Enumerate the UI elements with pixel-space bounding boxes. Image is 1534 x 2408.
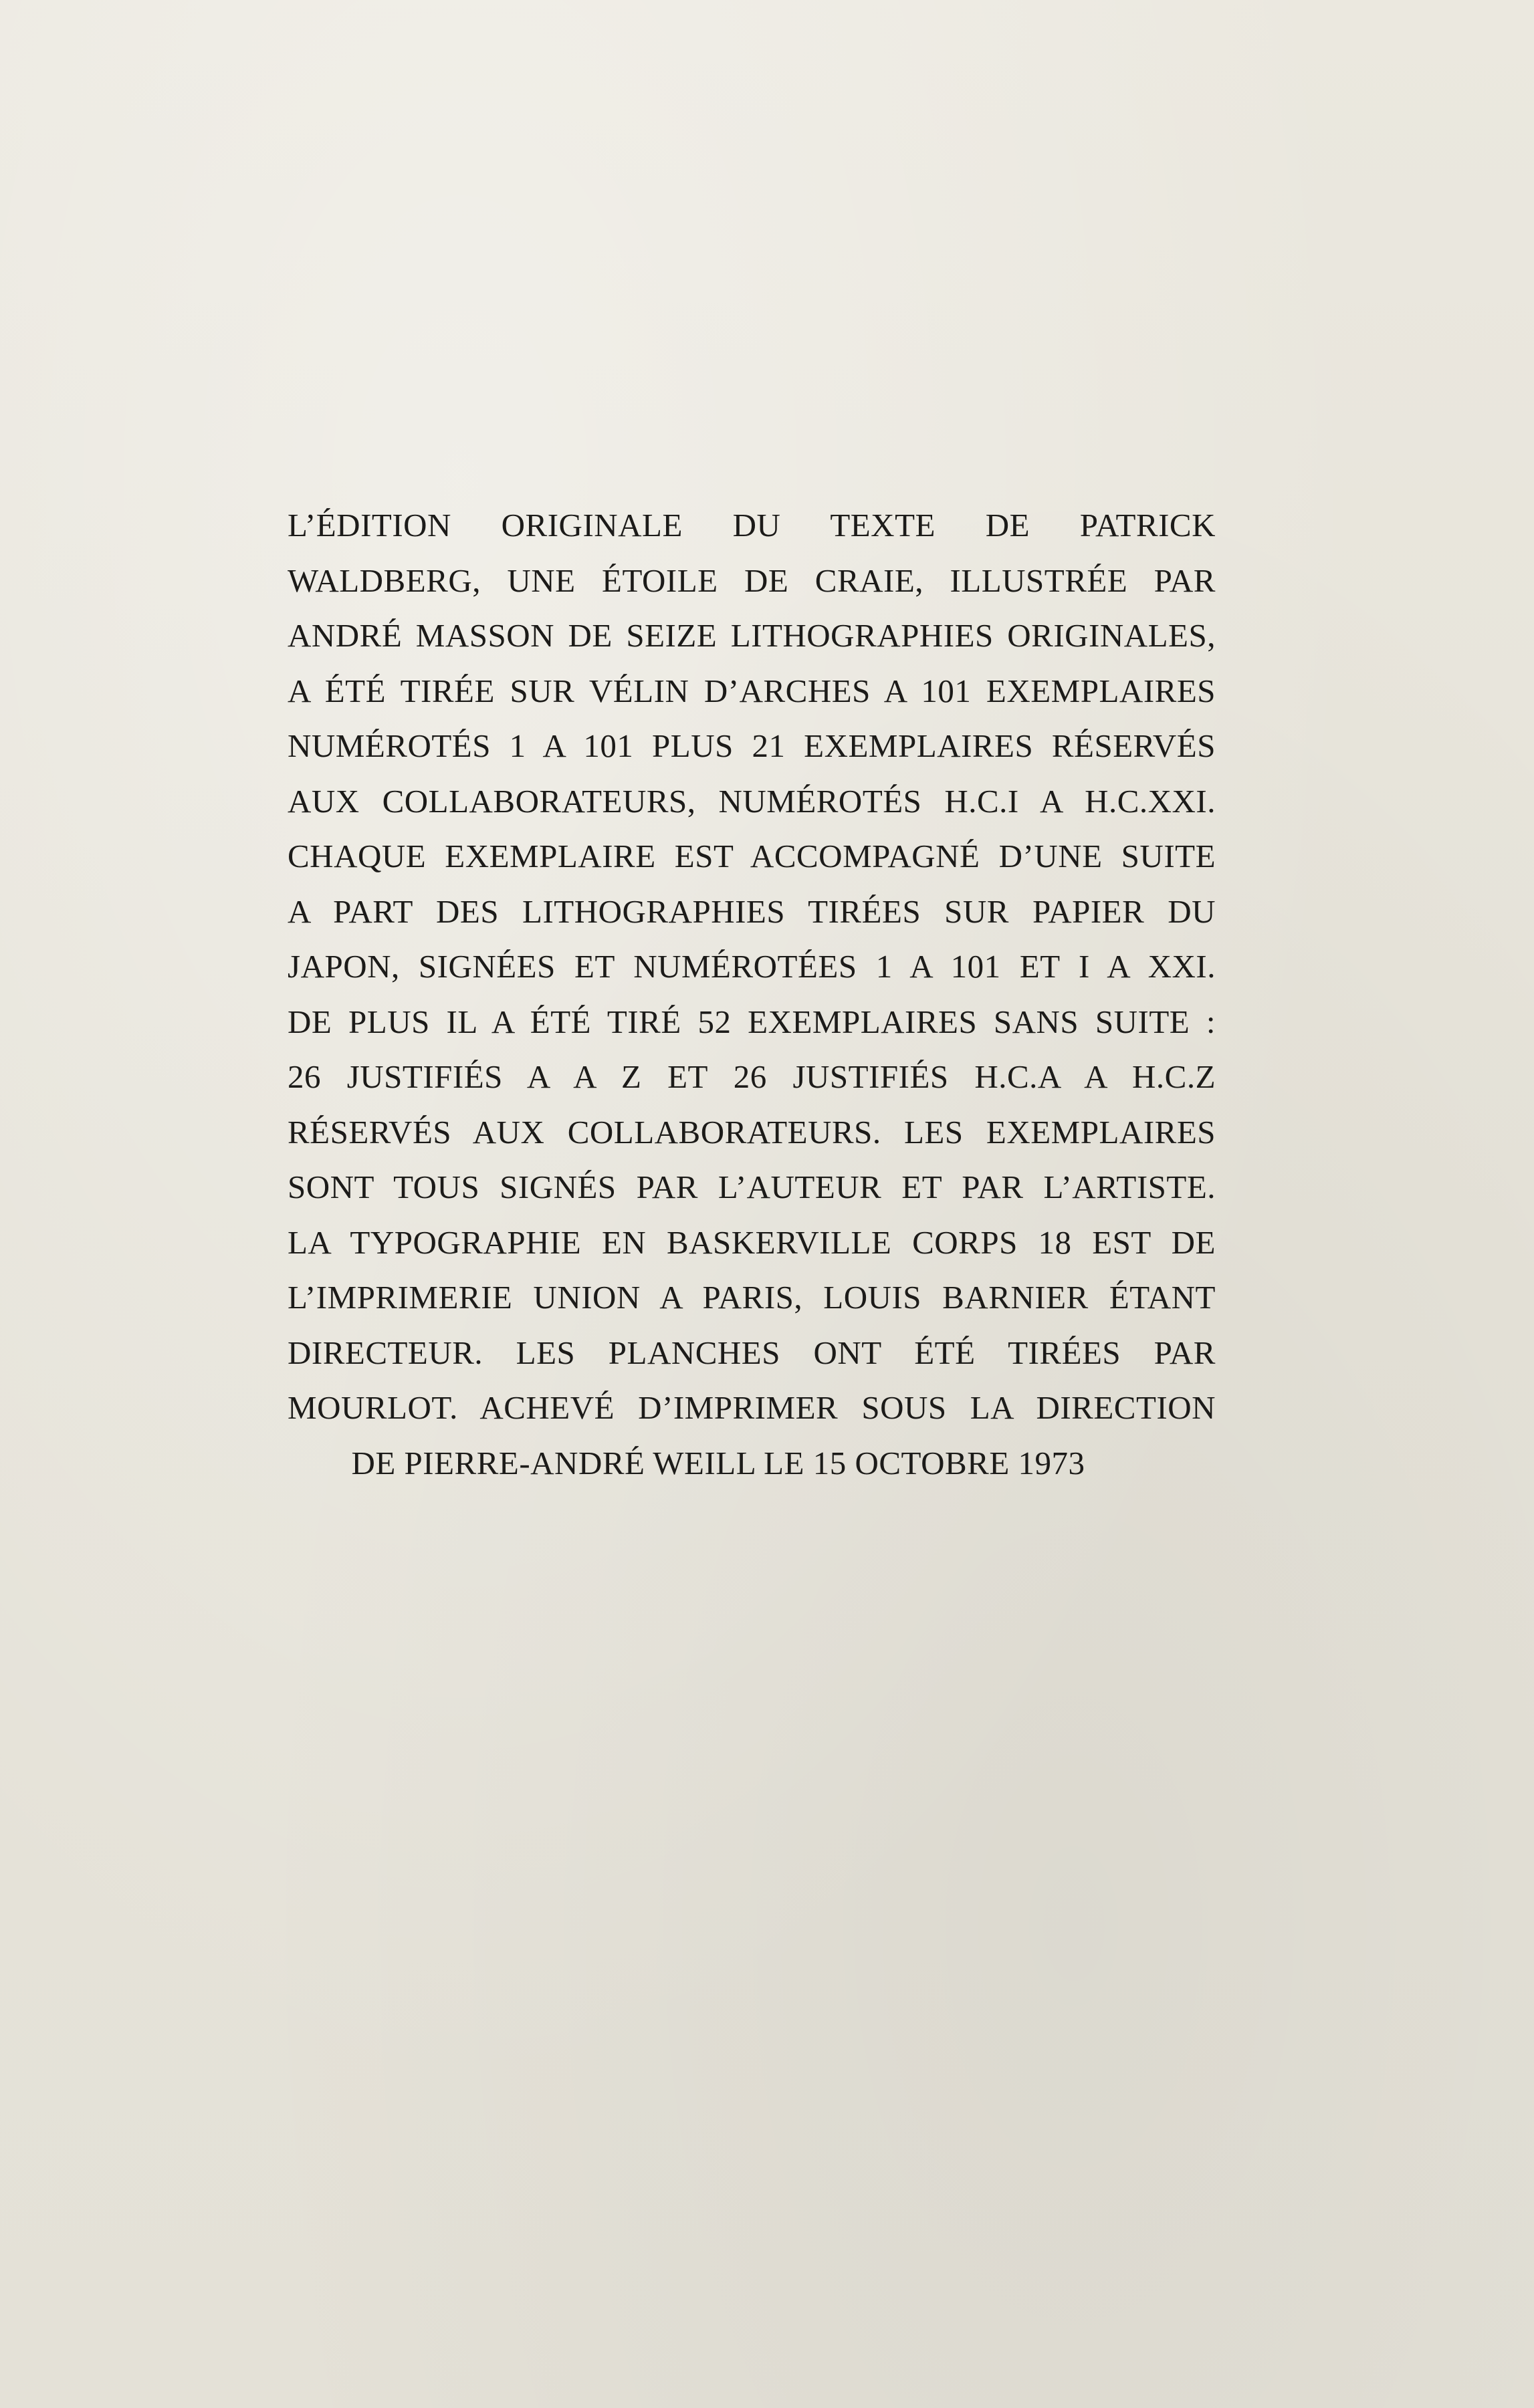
- colophon-line: RÉSERVÉS AUX COLLABORATEURS. LES EXEMPLAIRES: [288, 1113, 1216, 1151]
- colophon-line: A ÉTÉ TIRÉE SUR VÉLIN D’ARCHES A 101 EXEMPLAIRES: [288, 672, 1216, 709]
- colophon-line: 26 JUSTIFIÉS A A Z ET 26 JUSTIFIÉS H.C.A A H.C.Z: [288, 1058, 1216, 1095]
- colophon-line: DE PLUS IL A ÉTÉ TIRÉ 52 EXEMPLAIRES SANS SUITE :: [288, 1003, 1216, 1040]
- colophon-line: AUX COLLABORATEURS, NUMÉROTÉS H.C.I A H.C.XXI.: [288, 782, 1216, 820]
- colophon-line: JAPON, SIGNÉES ET NUMÉROTÉES 1 A 101 ET I A XXI.: [288, 948, 1216, 985]
- colophon-line: ANDRÉ MASSON DE SEIZE LITHOGRAPHIES ORIGINALES,: [288, 617, 1216, 654]
- colophon-text-block: [288, 498, 1216, 1491]
- colophon-line: CHAQUE EXEMPLAIRE EST ACCOMPAGNÉ D’UNE SUITE: [288, 838, 1216, 874]
- colophon-line: MOURLOT. ACHEVÉ D’IMPRIMER SOUS LA DIRECTION: [288, 1389, 1216, 1426]
- colophon-line: LA TYPOGRAPHIE EN BASKERVILLE CORPS 18 EST DE: [288, 1223, 1216, 1261]
- colophon-line: L’ÉDITION ORIGINALE DU TEXTE DE PATRICK: [288, 507, 1216, 544]
- colophon-line: L’IMPRIMERIE UNION A PARIS, LOUIS BARNIER ÉTANT: [288, 1279, 1216, 1316]
- colophon-closing-line: DE PIERRE-ANDRÉ WEILL LE 15 OCTOBRE 1973: [351, 1444, 1085, 1481]
- colophon-line: SONT TOUS SIGNÉS PAR L’AUTEUR ET PAR L’ARTISTE.: [288, 1169, 1216, 1205]
- colophon-line: WALDBERG, UNE ÉTOILE DE CRAIE, ILLUSTRÉE PAR: [288, 562, 1216, 599]
- colophon-line: NUMÉROTÉS 1 A 101 PLUS 21 EXEMPLAIRES RÉSERVÉS: [288, 727, 1216, 764]
- colophon-line: A PART DES LITHOGRAPHIES TIRÉES SUR PAPIER DU: [288, 892, 1216, 930]
- colophon-line: DIRECTEUR. LES PLANCHES ONT ÉTÉ TIRÉES PAR: [288, 1334, 1216, 1371]
